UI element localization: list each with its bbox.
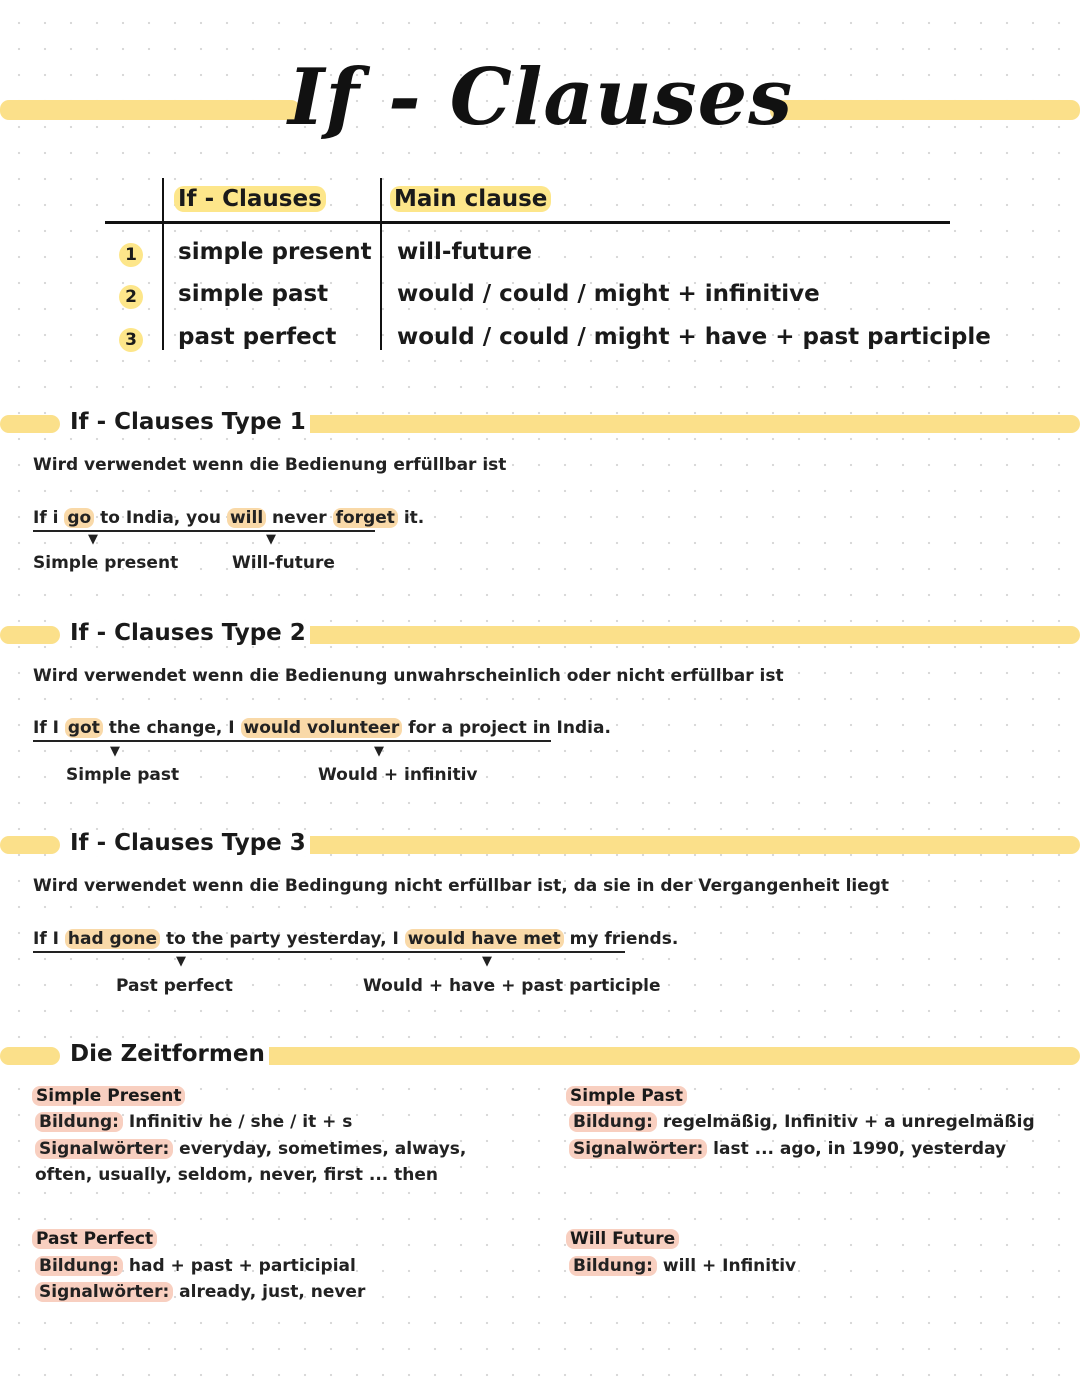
example-highlight: will [227,508,266,528]
tense-label-left: Past perfect [116,976,233,996]
section-title-type2: If - Clauses Type 2 [66,620,310,646]
table-cell-if: simple past [178,281,329,307]
arrow-down-icon: ▼ [482,954,492,969]
section-stroke-zeitformen-left [0,1047,60,1065]
arrow-down-icon: ▼ [88,532,98,547]
section-description-type1: Wird verwendet wenn die Bedienung erfüllbar ist [33,455,507,475]
bildung-text: regelmäßig, Infinitiv + a unregelmäßig [656,1112,1035,1132]
tense-label-right: Would + have + past participle [363,976,661,996]
signal-line [35,1139,466,1159]
row-number: 3 [119,328,143,352]
example-text: If I [33,718,65,738]
section-stroke-type2-right [296,626,1080,644]
section-title-type1: If - Clauses Type 1 [66,409,310,435]
page-title: If - Clauses [288,52,794,143]
example-text: my friends. [563,929,679,949]
bildung-line [35,1112,352,1132]
signal-label: Signalwörter: [35,1139,173,1159]
table-divider-left [162,178,164,350]
bildung-label: Bildung: [569,1256,657,1276]
section-stroke-type1-left [0,415,60,433]
table-header-if: If - Clauses [174,186,326,212]
example-sentence-type2 [33,718,611,738]
table-divider-right [380,178,382,350]
table-cell-main: would / could / might + have + past participle [397,324,991,350]
signal-line [569,1139,1006,1159]
tense-name-will-future: Will Future [566,1229,679,1249]
signal-text: everyday, sometimes, always, [173,1139,467,1159]
example-sentence-type1 [33,508,424,528]
section-stroke-zeitformen-right [258,1047,1080,1065]
example-text: to the party yesterday, I [160,929,405,949]
bildung-text: will + Infinitiv [656,1256,797,1276]
section-description-type2: Wird verwendet wenn die Bedienung unwahrscheinlich oder nicht erfüllbar ist [33,666,784,686]
example-highlight: go [64,508,94,528]
bildung-label: Bildung: [569,1112,657,1132]
tense-name-simple-present: Simple Present [32,1086,185,1106]
bildung-text: Infinitiv he / she / it + s [122,1112,353,1132]
bildung-label: Bildung: [35,1256,123,1276]
example-highlight: would have met [405,929,564,949]
table-divider-horizontal [105,221,950,224]
table-cell-if: simple present [178,239,372,265]
example-text: to India, you [94,508,227,528]
example-text: for a project in India. [402,718,611,738]
tense-label-left: Simple present [33,553,179,573]
tense-label-left: Simple past [66,765,180,785]
tense-name-past-perfect: Past Perfect [32,1229,157,1249]
example-sentence-type3 [33,929,678,949]
signal-line [35,1282,365,1302]
signal-text: already, just, never [173,1282,366,1302]
section-title-zeitformen: Die Zeitformen [66,1041,269,1067]
signal-text: last ... ago, in 1990, yesterday [707,1139,1007,1159]
example-text: it. [397,508,425,528]
table-header-main: Main clause [390,186,551,212]
table-cell-main: would / could / might + infinitive [397,281,820,307]
row-number: 1 [119,243,143,267]
example-text: If I [33,929,65,949]
title-stroke-right [770,100,1080,120]
bildung-label: Bildung: [35,1112,123,1132]
table-cell-main: will-future [397,239,533,265]
bildung-line [569,1112,1035,1132]
arrow-down-icon: ▼ [374,744,384,759]
section-stroke-type2-left [0,626,60,644]
section-title-type3: If - Clauses Type 3 [66,830,310,856]
title-stroke-left [0,100,300,120]
arrow-down-icon: ▼ [110,744,120,759]
signal-label: Signalwörter: [35,1282,173,1302]
section-stroke-type3-right [296,836,1080,854]
example-highlight: got [65,718,103,738]
bracket-line [33,530,375,532]
bildung-text: had + past + participial [122,1256,356,1276]
table-cell-if: past perfect [178,324,337,350]
bracket-line [33,951,625,953]
arrow-down-icon: ▼ [176,954,186,969]
example-text: never [266,508,333,528]
section-stroke-type3-left [0,836,60,854]
section-stroke-type1-right [285,415,1080,433]
row-number: 2 [119,285,143,309]
bildung-line [569,1256,796,1276]
bildung-line [35,1256,356,1276]
tense-label-right: Will-future [232,553,335,573]
signal-label: Signalwörter: [569,1139,707,1159]
tense-label-right: Would + infinitiv [318,765,478,785]
section-description-type3: Wird verwendet wenn die Bedingung nicht erfüllbar ist, da sie in der Vergangenheit liegt [33,876,890,896]
example-text: the change, I [102,718,241,738]
tense-name-simple-past: Simple Past [566,1086,687,1106]
example-highlight: would volunteer [241,718,403,738]
bracket-line [33,740,551,742]
example-highlight: forget [333,508,398,528]
signal-line-continued: often, usually, seldom, never, first ... then [35,1165,439,1185]
example-text: If i [33,508,65,528]
arrow-down-icon: ▼ [266,532,276,547]
example-highlight: had gone [65,929,160,949]
